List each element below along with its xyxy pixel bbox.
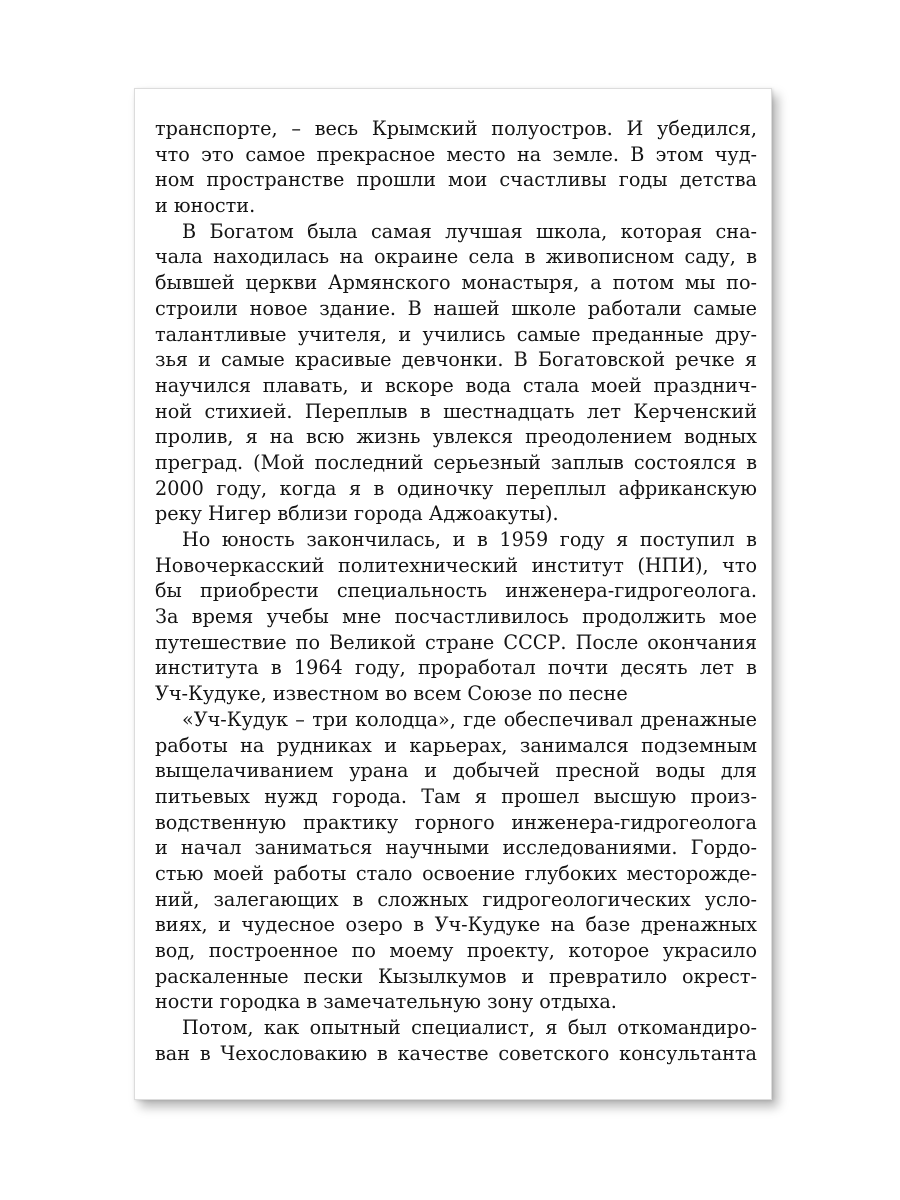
text-line: транспорте, – весь Крымский полуостров. И убедился, (155, 117, 757, 140)
text-line: Уч-Кудуке, известном во всем Союзе по песне (155, 682, 628, 706)
book-page (134, 88, 772, 1100)
text-line: ности городка в замечательную зону отдыха. (155, 990, 617, 1014)
text-line: бывшей церкви Армянского монастыря, а потом мы по- (155, 271, 757, 295)
page-text (155, 116, 757, 1066)
text-line: выщелачиванием урана и добычей пресной воды для (155, 759, 757, 783)
text-line: что это самое прекрасное место на земле. В этом чуд- (155, 142, 757, 166)
text-line: 2000 году, когда я в одиночку переплыл африканскую (155, 476, 757, 500)
paragraph-first-line: Потом, как опытный специалист, я был откомандиро- (182, 1016, 757, 1040)
text-line: преград. (Мой последний серьезный заплыв состоялся в (155, 450, 757, 474)
text-line: водственную практику горного инженера-гидрогеолога (155, 810, 757, 834)
text-line: За время учебы мне посчастливилось продолжить мое (155, 605, 757, 629)
text-line: бы приобрести специальность инженера-гидрогеолога. (155, 579, 757, 603)
text-line: стью моей работы стало освоение глубоких месторожде- (155, 861, 757, 885)
text-line: зья и самые красивые девчонки. В Богатовской речке я (155, 348, 757, 372)
text-line: и юности. (155, 194, 256, 218)
text-line: вод, построенное по моему проекту, которое украсило (155, 939, 757, 962)
text-line: ний, залегающих в сложных гидрогеологических усло- (155, 887, 757, 911)
text-line: питьевых нужд города. Там я прошел высшую произ- (155, 784, 757, 808)
paragraph-first-line: Но юность закончилась, и в 1959 году я поступил в (182, 528, 757, 551)
text-line: реку Нигер вблизи города Аджоакуты). (155, 502, 559, 526)
text-line: ной стихией. Переплыв в шестнадцать лет Керченский (155, 399, 757, 423)
text-line: раскаленные пески Кызылкумов и превратило окрест- (155, 964, 757, 988)
text-line: ван в Чехословакию в качестве советского консультанта (155, 1041, 757, 1065)
text-line: строили новое здание. В нашей школе работали самые (155, 296, 757, 320)
text-line: путешествие по Великой стране СССР. После окончания (155, 630, 757, 654)
text-line: научился плавать, и вскоре вода стала моей празднич- (155, 373, 757, 397)
text-line: и начал заниматься научными исследованиями. Гордо- (155, 836, 757, 860)
text-line: талантливые учителя, и учились самые преданные дру- (155, 322, 757, 346)
text-line: Новочеркасский политехнический институт (НПИ), что (155, 553, 757, 577)
paragraph-first-line: В Богатом была самая лучшая школа, которая сна- (182, 219, 757, 243)
text-line: института в 1964 году, проработал почти десять лет в (155, 656, 757, 680)
text-line: чала находилась на окраине села в живописном саду, в (155, 245, 757, 269)
paragraph-first-line: «Уч-Кудук – три колодца», где обеспечивал дренажные (182, 707, 757, 731)
text-line: работы на рудниках и карьерах, занимался подземным (155, 733, 757, 757)
text-line: пролив, я на всю жизнь увлекся преодолением водных (155, 425, 757, 449)
text-line: ном пространстве прошли мои счастливы годы детства (155, 168, 757, 192)
text-line: виях, и чудесное озеро в Уч-Кудуке на базе дренажных (155, 913, 757, 937)
